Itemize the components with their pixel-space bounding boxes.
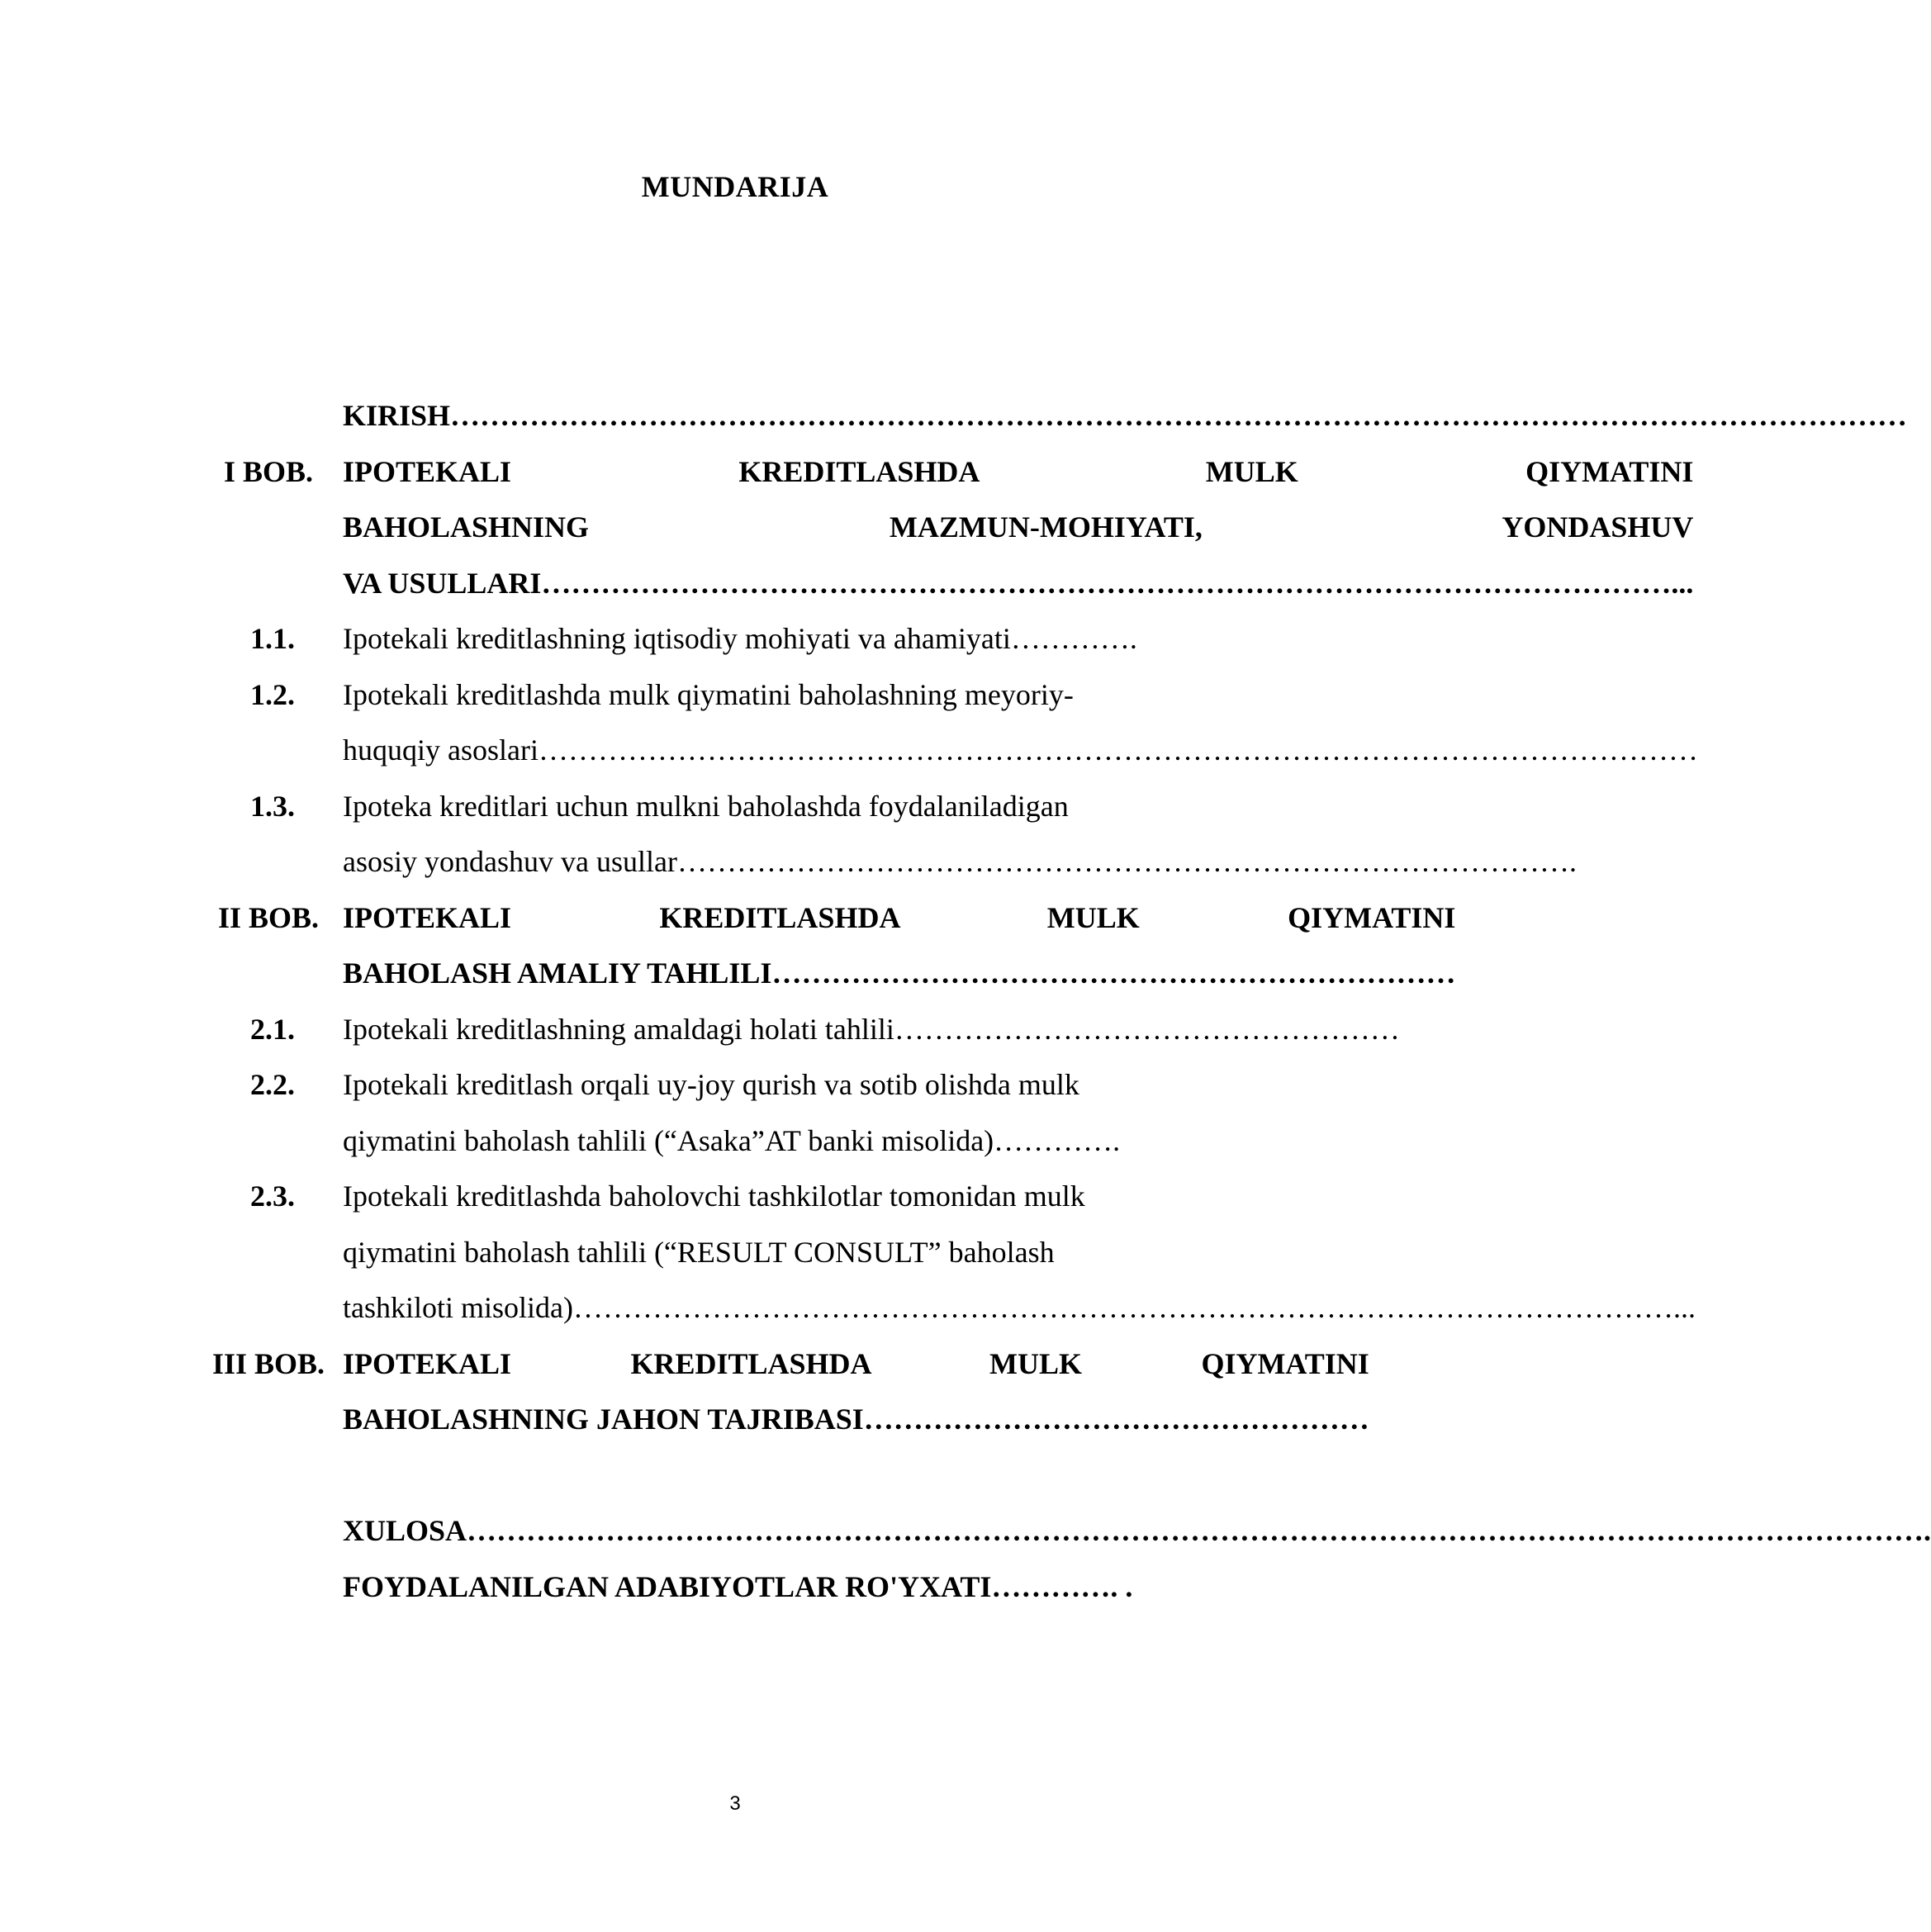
toc-entry-number: III BOB.: [211, 1346, 325, 1380]
toc-entry-text: XULOSA………………………………………………………………………………………………………………………………….: [343, 1514, 1931, 1547]
toc-entry-text: tashkiloti misolida)…………………………………………………………………………………………………...: [343, 1291, 1696, 1324]
page-number: 3: [729, 1792, 741, 1815]
toc-entry-text: IPOTEKALI KREDITLASHDA MULK QIYMATINI: [343, 454, 1694, 488]
toc-entry-number: 1.2.: [250, 677, 295, 711]
toc-entry-text: Ipotekali kreditlashda baholovchi tashkilotlar tomonidan mulk: [343, 1180, 1085, 1213]
toc-entry-number: 1.1.: [250, 622, 295, 655]
toc-entry-text: huquqiy asoslari………………………………………………………………………………………………………: [343, 733, 1698, 767]
toc-entry-section-2-3: [194, 1169, 1696, 1336]
toc-entry-section-1-3: [194, 779, 1577, 890]
toc-entry-text: BAHOLASHNING MAZMUN-MOHIYATI, YONDASHUV: [343, 510, 1694, 544]
toc-entry-section-1-1: [194, 611, 1206, 667]
toc-entry-text: qiymatini baholash tahlili (“RESULT CONSULT” baholash: [343, 1235, 1055, 1269]
toc-entry-intro: [194, 388, 1908, 444]
toc-entry-chapter-3: [194, 1336, 1369, 1448]
toc-entry-number: 1.3.: [250, 789, 295, 823]
toc-entry-section-1-2: [194, 667, 1698, 779]
table-of-contents: [194, 388, 1931, 1615]
toc-entry-number: 2.3.: [250, 1180, 295, 1213]
toc-entry-number: I BOB.: [223, 454, 314, 488]
page-title: MUNDARIJA: [641, 170, 829, 203]
toc-entry-text: VA USULLARI……………………………………………………………………………………………………...: [343, 566, 1694, 600]
toc-entry-text: BAHOLASH AMALIY TAHLILI……………………………………………………………: [343, 957, 1456, 990]
toc-entry-number: II BOB.: [217, 900, 320, 934]
toc-entry-section-2-1: [194, 1002, 1400, 1058]
toc-entry-number: 2.1.: [250, 1012, 295, 1046]
toc-entry-text: FOYDALANILGAN ADABIYOTLAR RO'YXATI…………. .: [343, 1569, 1133, 1603]
toc-entry-number: 2.2.: [250, 1068, 295, 1101]
spacer: [194, 1448, 1206, 1504]
toc-entry-text: Ipotekali kreditlashning amaldagi holati tahlili……………………………………………: [343, 1012, 1400, 1046]
toc-entry-conclusion: [194, 1503, 1931, 1559]
toc-entry-text: BAHOLASHNING JAHON TAJRIBASI……………………………………………: [343, 1403, 1369, 1436]
toc-entry-section-2-2: [194, 1057, 1206, 1169]
toc-entry-text: IPOTEKALI KREDITLASHDA MULK QIYMATINI: [343, 900, 1456, 934]
toc-entry-text: Ipotekali kreditlashning iqtisodiy mohiyati va ahamiyati………….: [343, 622, 1137, 655]
toc-entry-text: asosiy yondashuv va usullar……………………………………………………………………………….: [343, 845, 1577, 878]
toc-entry-text: Ipoteka kreditlari uchun mulkni baholashda foydalaniladigan: [343, 789, 1069, 823]
toc-entry-text: IPOTEKALI KREDITLASHDA MULK QIYMATINI: [343, 1346, 1369, 1380]
toc-entry-references: [194, 1559, 1206, 1616]
toc-entry-text: KIRISH…………………………………………………………………………………………………………………………………: [343, 399, 1908, 432]
toc-entry-text: Ipotekali kreditlash orqali uy-joy qurish va sotib olishda mulk: [343, 1068, 1079, 1101]
toc-entry-chapter-1: [194, 444, 1694, 612]
toc-entry-chapter-2: [194, 890, 1456, 1002]
toc-entry-text: Ipotekali kreditlashda mulk qiymatini baholashning meyoriy-: [343, 677, 1074, 711]
toc-entry-text: qiymatini baholash tahlili (“Asaka”AT banki misolida)………….: [343, 1123, 1121, 1157]
